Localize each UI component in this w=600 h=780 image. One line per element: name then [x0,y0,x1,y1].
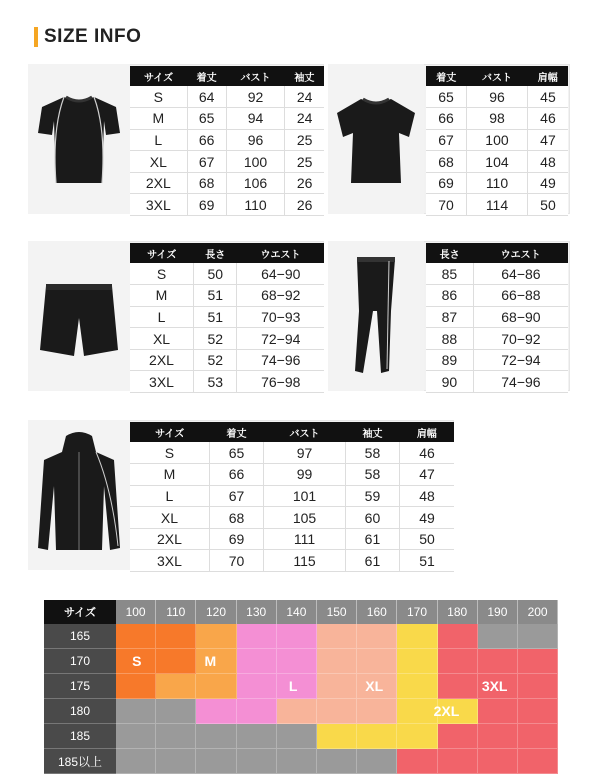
table-cell: 89 [426,349,473,371]
table-row [130,151,324,173]
weight-header: 150 [317,600,357,624]
table-header: サイズ [130,243,194,263]
size-zone-cell [357,624,397,649]
table-cell: 51 [400,550,454,572]
table-cell: XL [130,328,194,350]
table-row [130,528,454,550]
table-header: 長さ [194,243,237,263]
table-cell: 59 [345,485,399,507]
table-cell: M [130,285,194,307]
table-header: 袖丈 [345,422,399,442]
leggings-size-table [426,243,568,393]
table-cell: L [130,485,209,507]
loose-tshirt-size-table [426,66,568,216]
table-cell: 45 [527,86,568,108]
table-header: 着丈 [209,422,263,442]
loose-tshirt-image [328,64,424,214]
shorts-image [28,241,130,391]
weight-header: 200 [518,600,558,624]
table-cell: 49 [400,507,454,529]
hoodie-icon [34,430,124,560]
table-cell: 51 [194,306,237,328]
size-zone-cell [196,724,236,749]
table-row [426,306,568,328]
size-zone-cell [478,749,518,774]
table-cell: 51 [194,285,237,307]
table-cell: 69 [426,172,467,194]
size-zone-cell [518,674,558,699]
shorts-size-table [130,243,324,393]
table-cell: 68−92 [237,285,324,307]
size-zone-label: XL [365,678,384,694]
table-header: バスト [226,66,285,86]
table-row [130,507,454,529]
size-zone-label: 3XL [481,678,508,694]
size-zone-cell [196,749,236,774]
table-cell: 26 [285,172,324,194]
tshirt-size-table [130,66,324,216]
table-cell: 67 [426,129,467,151]
table-cell: 110 [467,172,528,194]
table-row [130,129,324,151]
table-cell: 76−98 [237,371,324,393]
size-zone-cell [397,624,437,649]
size-zone-cell [277,649,317,674]
size-zone-cell [196,649,236,674]
table-cell: 68−90 [473,306,568,328]
size-zone-cell [397,674,437,699]
table-cell: 52 [194,328,237,350]
table-cell: 85 [426,263,473,285]
size-zone-cell [317,724,357,749]
tshirt-icon [36,89,122,189]
hoodie-image [28,420,130,570]
size-zone-cell [518,699,558,724]
table-cell: L [130,306,194,328]
table-cell: M [130,464,209,486]
table-cell: 88 [426,328,473,350]
table-cell: 74−96 [473,371,568,393]
weight-header: 100 [116,600,156,624]
table-header: 着丈 [426,66,467,86]
table-cell: 69 [187,194,226,216]
size-zone-cell [357,749,397,774]
size-zone-cell [397,724,437,749]
table-cell: 110 [226,194,285,216]
table-cell: 100 [467,129,528,151]
size-zone-cell [237,699,277,724]
table-cell: 52 [194,349,237,371]
size-zone-cell [156,674,196,699]
table-header: ウエスト [473,243,568,263]
size-zone-cell [438,649,478,674]
table-cell: 24 [285,86,324,108]
weight-header: 110 [156,600,196,624]
table-cell: 70−93 [237,306,324,328]
table-cell: 61 [345,528,399,550]
size-zone-cell [478,649,518,674]
table-cell: XL [130,151,187,173]
size-zone-cell [397,699,437,724]
table-row [130,464,454,486]
table-cell: 100 [226,151,285,173]
size-zone-cell [277,624,317,649]
table-header: 着丈 [187,66,226,86]
table-cell: 66−88 [473,285,568,307]
weight-header: 170 [397,600,437,624]
table-header: バスト [467,66,528,86]
table-row [426,371,568,393]
height-row-label: 165 [44,624,116,649]
table-cell: 50 [400,528,454,550]
table-cell: 50 [194,263,237,285]
table-header: ウエスト [237,243,324,263]
height-row-label: 175 [44,674,116,699]
table-cell: 115 [264,550,346,572]
table-cell: 86 [426,285,473,307]
table-cell: 106 [226,172,285,194]
table-row [130,550,454,572]
size-zone-cell [277,699,317,724]
table-cell: 74−96 [237,349,324,371]
title-text: SIZE INFO [44,26,142,47]
table-row [426,108,568,130]
size-zone-cell [116,749,156,774]
size-zone-cell [277,724,317,749]
table-row [426,328,568,350]
size-zone-label: L [288,678,298,694]
chart-corner-label: サイズ [44,600,116,624]
size-zone-cell [438,724,478,749]
size-zone-cell [237,674,277,699]
table-cell: 2XL [130,172,187,194]
table-cell: S [130,442,209,464]
table-row [130,371,324,393]
table-header: サイズ [130,66,187,86]
size-zone-cell [317,674,357,699]
size-zone-cell [156,624,196,649]
table-cell: 48 [527,151,568,173]
size-zone-cell [116,699,156,724]
table-cell: 48 [400,485,454,507]
table-cell: 65 [209,442,263,464]
table-row [130,263,324,285]
table-row [426,151,568,173]
table-cell: 101 [264,485,346,507]
table-cell: 70 [209,550,263,572]
tshirt-image [28,64,130,214]
size-zone-cell [156,699,196,724]
table-cell: 69 [209,528,263,550]
size-zone-cell [116,674,156,699]
table-row [130,194,324,216]
table-cell: 47 [400,464,454,486]
table-cell: 64−86 [473,263,568,285]
table-cell: S [130,86,187,108]
table-header: 肩幅 [400,422,454,442]
table-cell: 64 [187,86,226,108]
loose-tshirt-icon [333,89,419,189]
table-row [130,172,324,194]
table-row [426,285,568,307]
table-cell: 25 [285,151,324,173]
table-row [130,86,324,108]
size-zone-cell [317,649,357,674]
table-cell: 64−90 [237,263,324,285]
table-cell: 66 [187,129,226,151]
table-cell: 99 [264,464,346,486]
table-cell: 90 [426,371,473,393]
size-zone-cell [237,749,277,774]
table-cell: 94 [226,108,285,130]
table-cell: 92 [226,86,285,108]
table-cell: 49 [527,172,568,194]
table-cell: 68 [187,172,226,194]
size-zone-cell [438,674,478,699]
height-row-label: 180 [44,699,116,724]
weight-header: 180 [438,600,478,624]
table-cell: 46 [527,108,568,130]
size-zone-cell [237,649,277,674]
table-cell: 65 [426,86,467,108]
size-zone-cell [478,724,518,749]
size-zone-label: S [132,653,142,669]
table-cell: 72−94 [473,349,568,371]
table-cell: 70−92 [473,328,568,350]
table-cell: S [130,263,194,285]
table-row [130,285,324,307]
shorts-icon [36,266,122,366]
size-zone-cell [156,649,196,674]
size-zone-cell [357,649,397,674]
table-row [426,263,568,285]
table-cell: 26 [285,194,324,216]
table-cell: 58 [345,464,399,486]
leggings-icon [333,251,419,381]
size-zone-label: 2XL [433,703,460,719]
table-cell: 96 [467,86,528,108]
height-row-label: 185 [44,724,116,749]
table-cell: 3XL [130,371,194,393]
size-zone-cell [397,749,437,774]
size-zone-cell [156,749,196,774]
size-zone-label: M [204,653,217,669]
leggings-image [328,241,424,391]
size-zone-cell [237,624,277,649]
table-row [130,349,324,371]
table-cell: 114 [467,194,528,216]
weight-header: 140 [277,600,317,624]
table-cell: 105 [264,507,346,529]
table-cell: 58 [345,442,399,464]
hoodie-size-table [130,422,454,572]
table-cell: 70 [426,194,467,216]
table-row [426,86,568,108]
weight-header: 120 [196,600,236,624]
size-zone-cell [397,649,437,674]
table-row [426,349,568,371]
table-cell: 104 [467,151,528,173]
size-zone-cell [518,624,558,649]
table-cell: 65 [187,108,226,130]
table-row [426,194,568,216]
table-cell: 61 [345,550,399,572]
size-zone-cell [116,724,156,749]
table-cell: L [130,129,187,151]
table-cell: 50 [527,194,568,216]
table-cell: 68 [209,507,263,529]
table-row [130,442,454,464]
size-zone-cell [438,624,478,649]
size-zone-cell [478,624,518,649]
size-zone-cell [357,724,397,749]
table-cell: 53 [194,371,237,393]
table-cell: 2XL [130,349,194,371]
table-cell: 72−94 [237,328,324,350]
table-cell: 67 [209,485,263,507]
table-row [426,172,568,194]
table-row [130,108,324,130]
size-zone-cell [317,624,357,649]
table-cell: XL [130,507,209,529]
size-zone-cell [196,624,236,649]
size-zone-cell [478,699,518,724]
table-cell: 98 [467,108,528,130]
size-zone-cell [156,724,196,749]
size-zone-cell [277,749,317,774]
size-zone-cell [518,749,558,774]
table-header: バスト [264,422,346,442]
table-cell: 66 [209,464,263,486]
size-zone-cell [317,699,357,724]
size-zone-cell [438,749,478,774]
table-row [130,306,324,328]
table-cell: 3XL [130,194,187,216]
table-cell: 111 [264,528,346,550]
table-row [426,129,568,151]
size-zone-cell [196,674,236,699]
table-cell: 2XL [130,528,209,550]
size-zone-cell [237,724,277,749]
title-accent-bar [34,27,38,47]
table-cell: 96 [226,129,285,151]
table-header: 長さ [426,243,473,263]
table-header: 肩幅 [527,66,568,86]
table-cell: 3XL [130,550,209,572]
table-row [130,328,324,350]
table-cell: 67 [187,151,226,173]
table-header: サイズ [130,422,209,442]
size-chart-grid [44,600,558,774]
height-row-label: 170 [44,649,116,674]
weight-header: 130 [237,600,277,624]
table-header: 袖丈 [285,66,324,86]
weight-header: 190 [478,600,518,624]
table-cell: 24 [285,108,324,130]
table-cell: 25 [285,129,324,151]
size-zone-cell [518,649,558,674]
table-cell: 46 [400,442,454,464]
table-cell: 66 [426,108,467,130]
table-cell: 87 [426,306,473,328]
size-zone-cell [196,699,236,724]
height-row-label: 185以上 [44,749,116,774]
size-zone-cell [116,624,156,649]
table-cell: 47 [527,129,568,151]
table-cell: 68 [426,151,467,173]
table-cell: 60 [345,507,399,529]
weight-header: 160 [357,600,397,624]
size-zone-cell [518,724,558,749]
size-zone-cell [317,749,357,774]
table-row [130,485,454,507]
section-title [34,26,141,48]
size-zone-cell [357,699,397,724]
table-cell: 97 [264,442,346,464]
table-cell: M [130,108,187,130]
